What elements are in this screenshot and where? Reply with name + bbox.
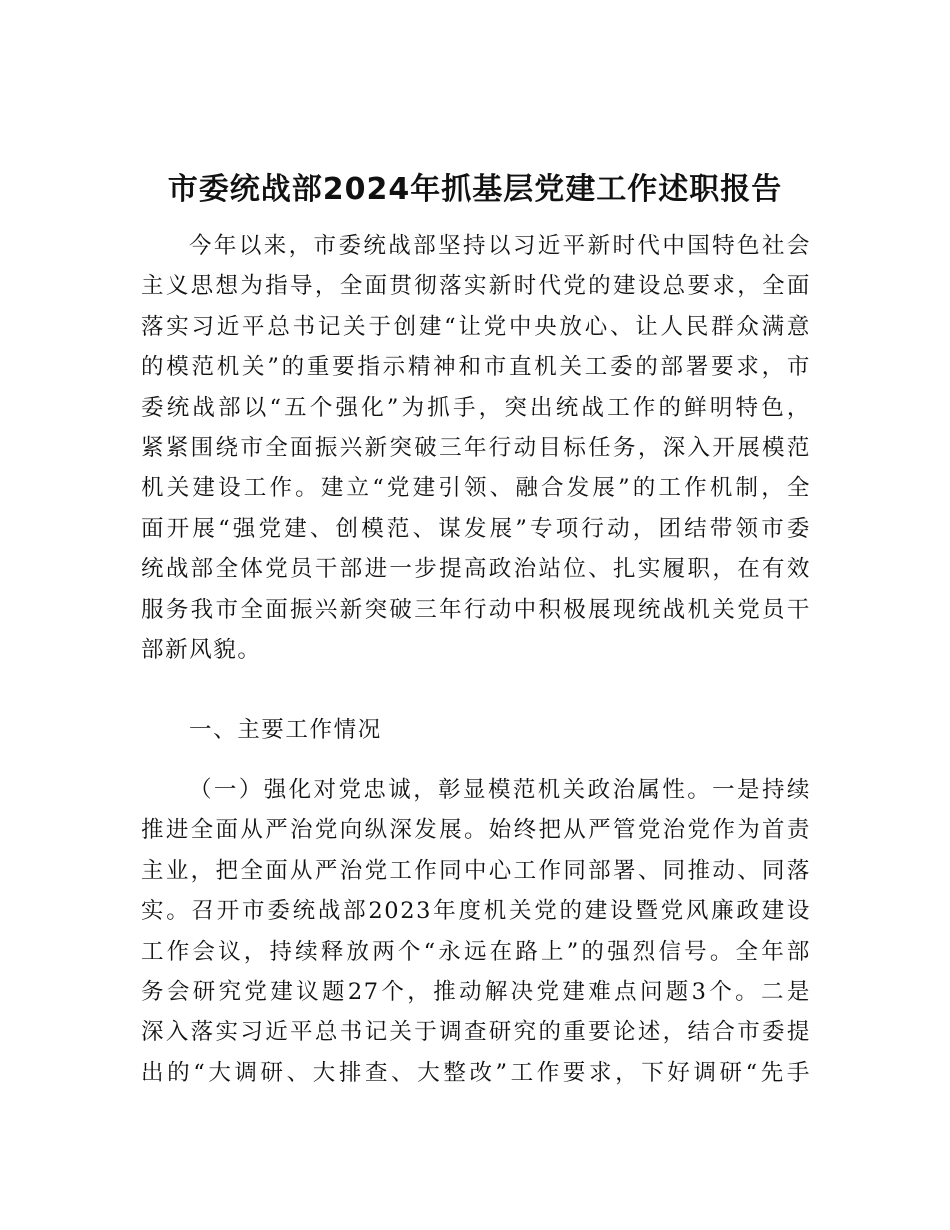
paragraph-line: 服务我市全面振兴新突破三年行动中积极展现统战机关党员干 (141, 596, 811, 623)
paragraph-line: 出的“大调研、大排查、大整改”工作要求，下好调研“先手 (141, 1059, 811, 1086)
paragraph-line: 主义思想为指导，全面贯彻落实新时代党的建设总要求，全面 (141, 273, 811, 300)
section-heading-text: 一、主要工作情况 (189, 717, 382, 743)
paragraph-line: 主业，把全面从严治党工作同中心工作同部署、同推动、同落 (141, 857, 811, 884)
paragraph-line: 今年以来，市委统战部坚持以习近平新时代中国特色社会 (189, 233, 811, 259)
paragraph-line: 的模范机关”的重要指示精神和市直机关工委的部署要求，市 (141, 354, 811, 381)
paragraph-line: 委统战部以“五个强化”为抓手，突出统战工作的鲜明特色， (141, 394, 811, 421)
intro-paragraph (141, 226, 811, 670)
paragraph-line: 紧紧围绕市全面振兴新突破三年行动目标任务，深入开展模范 (141, 434, 811, 461)
paragraph-line: （一）强化对党忠诚，彰显模范机关政治属性。一是持续 (189, 777, 811, 803)
paragraph-line: 务会研究党建议题27个，推动解决党建难点问题3个。二是 (141, 978, 811, 1005)
paragraph-line: 统战部全体党员干部进一步提高政治站位、扎实履职，在有效 (141, 556, 811, 583)
paragraph-line: 深入落实习近平总书记关于调查研究的重要论述，结合市委提 (141, 1019, 811, 1046)
paragraph-line: 机关建设工作。建立“党建引领、融合发展”的工作机制，全 (141, 475, 811, 502)
paragraph-line: 工作会议，持续释放两个“永远在路上”的强烈信号。全年部 (141, 938, 811, 965)
paragraph-line: 实。召开市委统战部2023年度机关党的建设暨党风廉政建设 (141, 898, 811, 925)
section-paragraph (141, 770, 811, 1093)
paragraph-line: 推进全面从严治党向纵深发展。始终把从严管党治党作为首责 (141, 817, 811, 844)
paragraph-line: 部新风貌。 (141, 636, 262, 663)
paragraph-line: 落实习近平总书记关于创建“让党中央放心、让人民群众满意 (141, 313, 811, 340)
paragraph-line: 面开展“强党建、创模范、谋发展”专项行动，团结带领市委 (141, 515, 811, 542)
document-title: 市委统战部2024年抓基层党建工作述职报告 (167, 172, 783, 207)
section-heading (141, 710, 811, 750)
